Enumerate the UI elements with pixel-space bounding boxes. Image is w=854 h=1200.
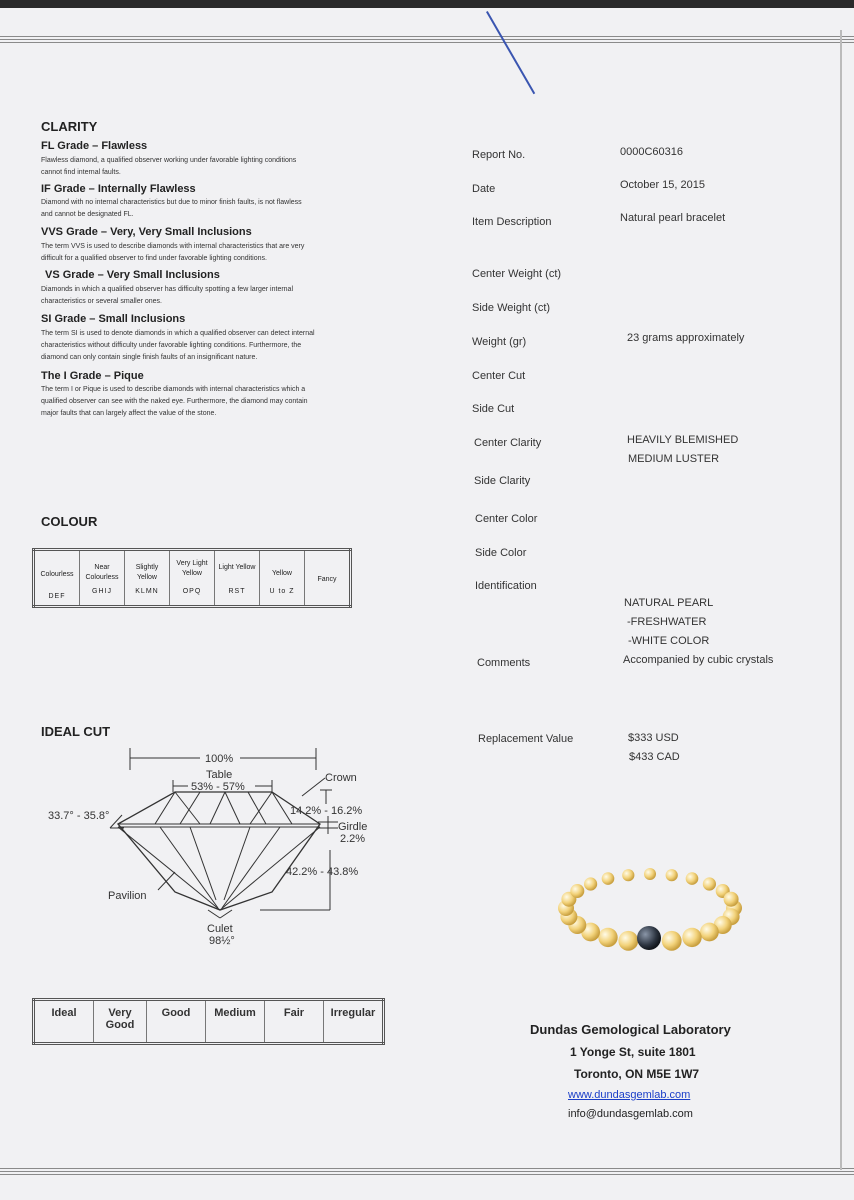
grade-title-vs: VS Grade – Very Small Inclusions bbox=[45, 269, 220, 281]
weight-label: Weight (gr) bbox=[472, 336, 527, 348]
lab-address-2: Toronto, ON M5E 1W7 bbox=[574, 1067, 700, 1081]
diagram-crown-label: Crown bbox=[325, 772, 357, 784]
replacement-value-cad: $433 CAD bbox=[629, 751, 680, 763]
side-weight-label: Side Weight (ct) bbox=[472, 302, 551, 314]
center-clarity-label: Center Clarity bbox=[474, 437, 542, 449]
grade-title-if: IF Grade – Internally Flawless bbox=[41, 183, 196, 195]
identification-line-2: -FRESHWATER bbox=[627, 616, 707, 628]
identification-line-3: -WHITE COLOR bbox=[628, 635, 710, 647]
pearl-bead bbox=[622, 869, 634, 881]
cut-grade-cell: Very Good bbox=[94, 1000, 147, 1044]
right-border bbox=[840, 30, 842, 1170]
lab-website-link[interactable]: www.dundasgemlab.com bbox=[568, 1089, 691, 1101]
cut-grade-cell: Ideal bbox=[34, 1000, 94, 1044]
side-clarity-label: Side Clarity bbox=[474, 475, 531, 487]
diagram-table-label: Table bbox=[206, 769, 233, 781]
diagram-culet-angle: 98½° bbox=[209, 935, 235, 947]
lab-address-1: 1 Yonge St, suite 1801 bbox=[570, 1045, 696, 1059]
grade-desc-i: The term I or Pique is used to describe diamonds with internal characteristics which a qualified observer can see with the naked eye. Furthermore, the diamond may contain major faults that can largely affect the value of the stone. bbox=[41, 386, 308, 417]
pearl-bead bbox=[584, 877, 597, 890]
grade-desc-if: Diamond with no internal characteristics but due to minor finish faults, is not flawless and cannot be designated FL. bbox=[41, 199, 302, 218]
top-border bbox=[0, 36, 854, 48]
pearl-bead bbox=[598, 928, 617, 947]
pearl-bead bbox=[662, 931, 682, 951]
weight-value: 23 grams approximately bbox=[627, 332, 745, 344]
grade-desc-si: The term SI is used to denote diamonds in which a qualified observer can detect internal characteristics without difficulty under favorable lighting conditions. Furthermore, the diamond can only contain single finish faults of an insignificant nature. bbox=[41, 330, 315, 361]
identification-line-4: Accompanied by cubic crystals bbox=[623, 654, 774, 666]
diagram-100pct: 100% bbox=[205, 753, 234, 765]
lab-email: info@dundasgemlab.com bbox=[568, 1108, 693, 1120]
center-clarity-value-2: MEDIUM LUSTER bbox=[628, 453, 720, 465]
center-clarity-value: HEAVILY BLEMISHED bbox=[627, 434, 739, 446]
colour-cell: Slightly Yellow KLMN bbox=[125, 550, 170, 607]
pearl-bead bbox=[602, 872, 615, 885]
pearl-bead bbox=[682, 928, 701, 947]
diagram-girdle-label: Girdle bbox=[338, 821, 368, 833]
date-label: Date bbox=[472, 183, 496, 195]
replacement-value-label: Replacement Value bbox=[478, 733, 574, 745]
pearl-bead bbox=[644, 868, 656, 880]
center-color-label: Center Color bbox=[475, 513, 538, 525]
diagram-girdle-pct: 2.2% bbox=[340, 833, 366, 845]
diagram-crown-angle: 33.7° - 35.8° bbox=[48, 810, 110, 822]
grade-title-si: SI Grade – Small Inclusions bbox=[41, 313, 186, 325]
report-no-value: 0000C60316 bbox=[620, 146, 684, 158]
diamond-proportions-diagram bbox=[40, 740, 400, 950]
side-color-label: Side Color bbox=[475, 547, 527, 559]
grade-title-vvs: VVS Grade – Very, Very Small Inclusions bbox=[41, 226, 252, 238]
colour-cell: Very Light Yellow OPQ bbox=[170, 550, 215, 607]
diagram-pavilion-label: Pavilion bbox=[108, 890, 147, 902]
diagram-table-range: 53% - 57% bbox=[191, 781, 245, 793]
pearl-bead bbox=[686, 872, 699, 885]
colour-cell: Colourless DEF bbox=[34, 550, 80, 607]
pearl-bracelet-image bbox=[555, 858, 745, 968]
pearl-bead bbox=[724, 892, 739, 907]
diagram-culet-label: Culet bbox=[207, 923, 233, 935]
grade-title-i: The I Grade – Pique bbox=[41, 370, 144, 382]
diagram-crown-height: 14.2% - 16.2% bbox=[290, 805, 363, 817]
cut-grade-cell: Good bbox=[147, 1000, 206, 1044]
diagram-pavilion-depth: 42.2% - 43.8% bbox=[286, 866, 359, 878]
center-weight-label: Center Weight (ct) bbox=[472, 268, 562, 280]
cut-grade-cell: Medium bbox=[206, 1000, 265, 1044]
identification-label: Identification bbox=[475, 580, 537, 592]
colour-title: COLOUR bbox=[41, 514, 98, 529]
grade-desc-vvs: The term VVS is used to describe diamonds with internal characteristics that are very difficult for a qualified observer to find under favorable lighting conditions. bbox=[41, 243, 305, 262]
pearl-bead bbox=[618, 931, 638, 951]
grade-title-fl: FL Grade – Flawless bbox=[41, 140, 148, 152]
cut-grade-table bbox=[32, 998, 385, 1045]
side-cut-label: Side Cut bbox=[472, 403, 515, 415]
comments-label: Comments bbox=[477, 657, 531, 669]
colour-cell: Light Yellow RST bbox=[215, 550, 260, 607]
item-description-label: Item Description bbox=[472, 216, 552, 228]
pearl-bead bbox=[700, 923, 719, 942]
pearl-bead bbox=[666, 869, 678, 881]
bottom-border bbox=[0, 1168, 854, 1180]
replacement-value-usd: $333 USD bbox=[628, 732, 679, 744]
grade-desc-vs: Diamonds in which a qualified observer has difficulty spotting a few larger internal characteristics or several smaller ones. bbox=[41, 286, 294, 305]
pearl-bead bbox=[703, 877, 716, 890]
identification-line-1: NATURAL PEARL bbox=[624, 597, 714, 609]
date-value: October 15, 2015 bbox=[620, 179, 706, 191]
clarity-title: CLARITY bbox=[41, 119, 98, 134]
cut-grade-cell: Fair bbox=[265, 1000, 324, 1044]
item-description-value: Natural pearl bracelet bbox=[620, 212, 726, 224]
colour-cell: Near Colourless GHIJ bbox=[80, 550, 125, 607]
cut-grade-cell: Irregular bbox=[324, 1000, 384, 1044]
center-cut-label: Center Cut bbox=[472, 370, 526, 382]
colour-cell: Yellow U to Z bbox=[260, 550, 305, 607]
colour-scale-table bbox=[32, 548, 352, 608]
ideal-cut-title: IDEAL CUT bbox=[41, 724, 111, 739]
lab-name: Dundas Gemological Laboratory bbox=[530, 1022, 731, 1037]
colour-cell: Fancy bbox=[305, 550, 351, 607]
report-no-label: Report No. bbox=[472, 149, 526, 161]
black-bead bbox=[637, 926, 661, 950]
pearl-bead bbox=[570, 884, 584, 898]
grade-desc-fl: Flawless diamond, a qualified observer working under favorable lighting conditions cannot find internal faults. bbox=[41, 157, 297, 176]
